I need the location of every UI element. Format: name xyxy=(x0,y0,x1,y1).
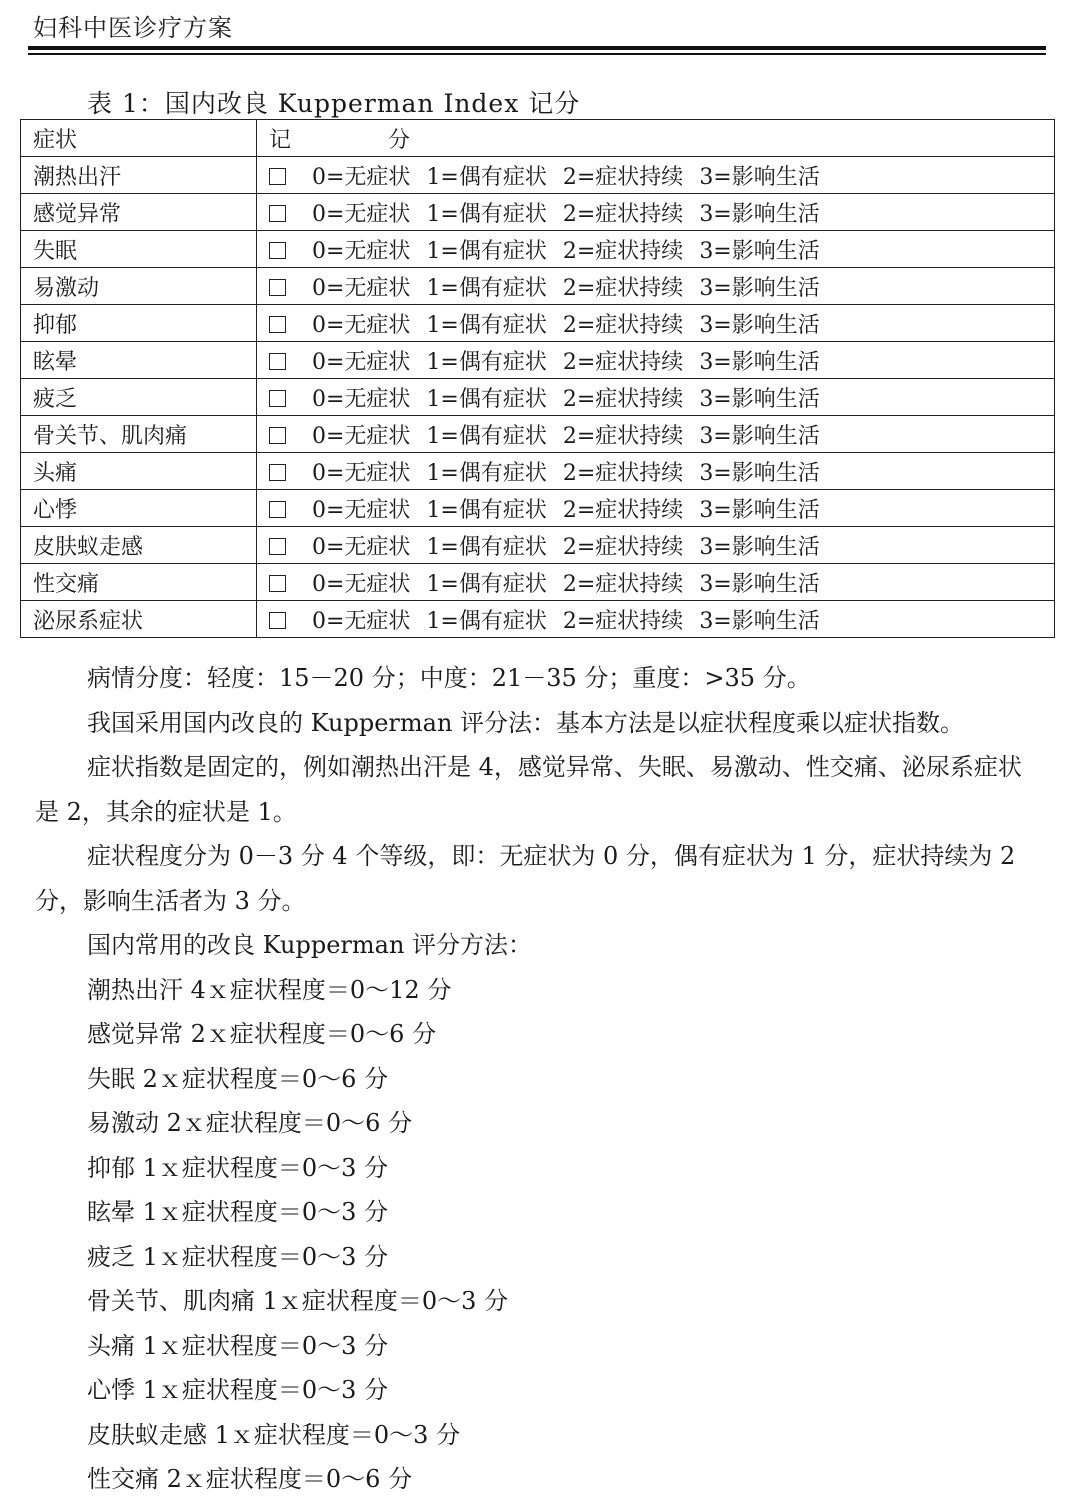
score-checkbox[interactable] xyxy=(269,279,286,296)
score-options xyxy=(257,379,1055,416)
score-option-2: 2=症状持续 xyxy=(562,534,684,560)
score-option-0: 0=无症状 xyxy=(312,201,411,227)
score-option-1: 1=偶有症状 xyxy=(426,275,547,301)
symptom-name: 泌尿系症状 xyxy=(21,601,257,638)
score-option-3: 3=影响生活 xyxy=(699,460,820,486)
score-options xyxy=(257,231,1055,268)
table-row xyxy=(21,268,1055,305)
formula-line: 心悸 1ｘ症状程度＝0～3 分 xyxy=(87,1376,389,1404)
score-option-1: 1=偶有症状 xyxy=(426,386,547,412)
formula-line: 皮肤蚁走感 1ｘ症状程度＝0～3 分 xyxy=(87,1420,461,1449)
score-option-0: 0=无症状 xyxy=(312,275,411,301)
score-option-0: 0=无症状 xyxy=(312,423,411,449)
symptom-name: 失眠 xyxy=(21,231,257,268)
score-option-0: 0=无症状 xyxy=(312,460,411,486)
score-option-3: 3=影响生活 xyxy=(699,608,820,634)
score-option-3: 3=影响生活 xyxy=(699,275,820,301)
symptom-name: 潮热出汗 xyxy=(21,157,257,194)
header-score-b: 分 xyxy=(388,127,412,153)
table-row xyxy=(21,342,1055,379)
score-option-3: 3=影响生活 xyxy=(699,312,820,338)
degree-paragraph: 症状程度分为 0－3 分 4 个等级，即：无症状为 0 分，偶有症状为 1 分，症状持续为 2 分，影响生活者为 3 分。 xyxy=(35,842,1016,915)
score-options xyxy=(257,268,1055,305)
score-checkbox[interactable] xyxy=(269,612,286,629)
score-checkbox[interactable] xyxy=(269,575,286,592)
score-options xyxy=(257,527,1055,564)
symptom-name: 性交痛 xyxy=(21,564,257,601)
score-option-1: 1=偶有症状 xyxy=(426,571,547,597)
score-option-1: 1=偶有症状 xyxy=(426,312,547,338)
score-option-1: 1=偶有症状 xyxy=(426,460,547,486)
table-row xyxy=(21,305,1055,342)
severity-paragraph: 病情分度：轻度：15－20 分；中度：21－35 分；重度：>35 分。 xyxy=(87,664,811,692)
header-score-a: 记 xyxy=(269,127,293,153)
table-row xyxy=(21,490,1055,527)
score-option-2: 2=症状持续 xyxy=(562,164,684,190)
score-options xyxy=(257,305,1055,342)
body-text xyxy=(35,656,1045,1502)
score-option-3: 3=影响生活 xyxy=(699,349,820,375)
score-option-1: 1=偶有症状 xyxy=(426,349,547,375)
score-checkbox[interactable] xyxy=(269,316,286,333)
table-row xyxy=(21,157,1055,194)
score-option-0: 0=无症状 xyxy=(312,164,411,190)
score-checkbox[interactable] xyxy=(269,353,286,370)
score-option-1: 1=偶有症状 xyxy=(426,423,547,449)
symptom-name: 骨关节、肌肉痛 xyxy=(21,416,257,453)
score-option-2: 2=症状持续 xyxy=(562,238,684,264)
score-options xyxy=(257,157,1055,194)
score-option-3: 3=影响生活 xyxy=(699,534,820,560)
formula-line: 骨关节、肌肉痛 1ｘ症状程度＝0～3 分 xyxy=(87,1287,509,1315)
table-row xyxy=(21,601,1055,638)
formula-line: 头痛 1ｘ症状程度＝0～3 分 xyxy=(87,1331,389,1360)
method-paragraph: 我国采用国内改良的 Kupperman 评分法：基本方法是以症状程度乘以症状指数。 xyxy=(87,708,965,737)
score-options xyxy=(257,342,1055,379)
formula-line: 潮热出汗 4ｘ症状程度＝0～12 分 xyxy=(87,975,452,1004)
score-option-2: 2=症状持续 xyxy=(562,386,684,412)
score-option-0: 0=无症状 xyxy=(312,571,411,597)
score-option-2: 2=症状持续 xyxy=(562,571,684,597)
score-option-0: 0=无症状 xyxy=(312,312,411,338)
formula-line: 抑郁 1ｘ症状程度＝0～3 分 xyxy=(87,1153,389,1182)
score-option-1: 1=偶有症状 xyxy=(426,164,547,190)
symptom-name: 心悸 xyxy=(21,490,257,527)
score-option-2: 2=症状持续 xyxy=(562,349,684,375)
score-options xyxy=(257,194,1055,231)
header-rule-thin xyxy=(28,53,1046,55)
page-header-title: 妇科中医诊疗方案 xyxy=(33,14,233,42)
score-options xyxy=(257,416,1055,453)
table-row xyxy=(21,564,1055,601)
score-option-2: 2=症状持续 xyxy=(562,460,684,486)
score-checkbox[interactable] xyxy=(269,205,286,222)
score-option-1: 1=偶有症状 xyxy=(426,238,547,264)
symptom-name: 疲乏 xyxy=(21,379,257,416)
symptom-name: 易激动 xyxy=(21,268,257,305)
score-option-0: 0=无症状 xyxy=(312,608,411,634)
score-option-1: 1=偶有症状 xyxy=(426,497,547,523)
formula-line: 失眠 2ｘ症状程度＝0～6 分 xyxy=(87,1064,389,1093)
score-option-2: 2=症状持续 xyxy=(562,312,684,338)
score-option-2: 2=症状持续 xyxy=(562,275,684,301)
score-checkbox[interactable] xyxy=(269,501,286,518)
score-option-2: 2=症状持续 xyxy=(562,497,684,523)
score-option-0: 0=无症状 xyxy=(312,238,411,264)
score-options xyxy=(257,490,1055,527)
score-option-3: 3=影响生活 xyxy=(699,164,820,190)
score-option-3: 3=影响生活 xyxy=(699,497,820,523)
formula-line: 感觉异常 2ｘ症状程度＝0～6 分 xyxy=(87,1020,437,1048)
score-options xyxy=(257,564,1055,601)
score-checkbox[interactable] xyxy=(269,464,286,481)
score-option-3: 3=影响生活 xyxy=(699,571,820,597)
score-option-2: 2=症状持续 xyxy=(562,608,684,634)
kupperman-score-table xyxy=(20,119,1055,638)
score-option-1: 1=偶有症状 xyxy=(426,534,547,560)
header-symptom: 症状 xyxy=(21,120,257,157)
score-option-0: 0=无症状 xyxy=(312,349,411,375)
index-paragraph: 症状指数是固定的，例如潮热出汗是 4，感觉异常、失眠、易激动、性交痛、泌尿系症状是 2，其余的症状是 1。 xyxy=(35,753,1022,826)
table-caption: 表 1：国内改良 Kupperman Index 记分 xyxy=(87,89,581,118)
score-option-2: 2=症状持续 xyxy=(562,423,684,449)
score-option-2: 2=症状持续 xyxy=(562,201,684,227)
formula-line: 疲乏 1ｘ症状程度＝0～3 分 xyxy=(87,1242,389,1271)
formula-list xyxy=(35,968,1045,1502)
score-options xyxy=(257,601,1055,638)
table-row xyxy=(21,453,1055,490)
table-row xyxy=(21,379,1055,416)
table-row xyxy=(21,416,1055,453)
score-options xyxy=(257,453,1055,490)
header-score xyxy=(257,120,1055,157)
score-option-3: 3=影响生活 xyxy=(699,238,820,264)
score-checkbox[interactable] xyxy=(269,390,286,407)
formula-line: 易激动 2ｘ症状程度＝0～6 分 xyxy=(87,1109,413,1137)
formula-intro: 国内常用的改良 Kupperman 评分方法： xyxy=(87,931,533,959)
score-option-3: 3=影响生活 xyxy=(699,201,820,227)
table-header-row xyxy=(21,120,1055,157)
header-rule-thick xyxy=(28,46,1046,50)
score-option-1: 1=偶有症状 xyxy=(426,608,547,634)
table-row xyxy=(21,194,1055,231)
score-checkbox[interactable] xyxy=(269,168,286,185)
symptom-name: 皮肤蚁走感 xyxy=(21,527,257,564)
score-option-0: 0=无症状 xyxy=(312,497,411,523)
symptom-name: 感觉异常 xyxy=(21,194,257,231)
score-checkbox[interactable] xyxy=(269,427,286,444)
score-checkbox[interactable] xyxy=(269,242,286,259)
table-row xyxy=(21,231,1055,268)
symptom-name: 眩晕 xyxy=(21,342,257,379)
symptom-name: 抑郁 xyxy=(21,305,257,342)
table-row xyxy=(21,527,1055,564)
score-option-0: 0=无症状 xyxy=(312,386,411,412)
formula-line: 眩晕 1ｘ症状程度＝0～3 分 xyxy=(87,1198,389,1226)
score-option-3: 3=影响生活 xyxy=(699,423,820,449)
score-checkbox[interactable] xyxy=(269,538,286,555)
score-option-0: 0=无症状 xyxy=(312,534,411,560)
symptom-name: 头痛 xyxy=(21,453,257,490)
score-option-1: 1=偶有症状 xyxy=(426,201,547,227)
score-option-3: 3=影响生活 xyxy=(699,386,820,412)
formula-line: 性交痛 2ｘ症状程度＝0～6 分 xyxy=(87,1465,413,1493)
